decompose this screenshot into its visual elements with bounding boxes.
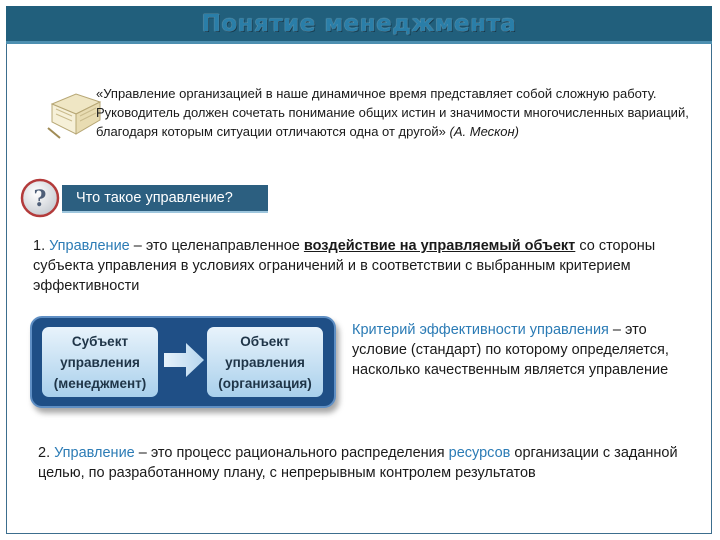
question-text: Что такое управление? (76, 190, 233, 206)
definition-1 (33, 236, 703, 296)
question-mark-icon (20, 178, 60, 218)
subject-line-2: управления (60, 354, 140, 370)
definition-2-number: 2. (38, 445, 51, 461)
definition-2-mid: – это процесс рационального распределения (134, 445, 449, 461)
quote-text: «Управление организацией в наше динамичное время представляет собой сложную работу. Руководитель должен сочетать понимание общих истин и значимости многочисленных вариаций, благодаря которым ситуации отличаются одна от другой» (96, 86, 689, 139)
definition-2-term2: ресурсов (448, 445, 511, 461)
quote-author: (А. Мескон) (449, 124, 520, 139)
slide-title: Понятие менеджмента (201, 10, 517, 37)
question-banner (62, 185, 268, 213)
definition-1-rest: со стороны субъекта управления в условиях ограничений и в соответствии с выбранным критерием эффективности (33, 238, 656, 294)
subject-object-diagram (30, 316, 336, 408)
definition-1-emphasis: воздействие на управляемый объект (303, 238, 576, 254)
subject-line-3: (менеджмент) (53, 375, 147, 391)
subject-node (42, 327, 158, 397)
quote-block (96, 84, 708, 141)
object-line-1: Объект (240, 333, 290, 349)
definition-2 (38, 443, 704, 483)
arrow-right-icon (162, 340, 206, 380)
object-line-2: управления (225, 354, 305, 370)
definition-2-rest: организации с заданной целью, по разработанному плану, с непрерывным контролем результатов (38, 445, 678, 481)
subject-line-1: Субъект (71, 333, 129, 349)
svg-text:?: ? (33, 186, 47, 212)
definition-1-number: 1. (33, 238, 46, 254)
criterion-term: Критерий эффективности управления (352, 322, 609, 338)
title-bar (6, 6, 712, 44)
criterion-definition (352, 320, 704, 380)
definition-1-dash: – это целенаправленное (129, 238, 304, 254)
definition-1-term: Управление (49, 238, 130, 254)
definition-2-term: Управление (54, 445, 135, 461)
object-line-3: (организация) (218, 375, 312, 391)
object-node (207, 327, 323, 397)
criterion-rest: – это условие (стандарт) по которому определяется, насколько качественным является управление (352, 322, 669, 378)
